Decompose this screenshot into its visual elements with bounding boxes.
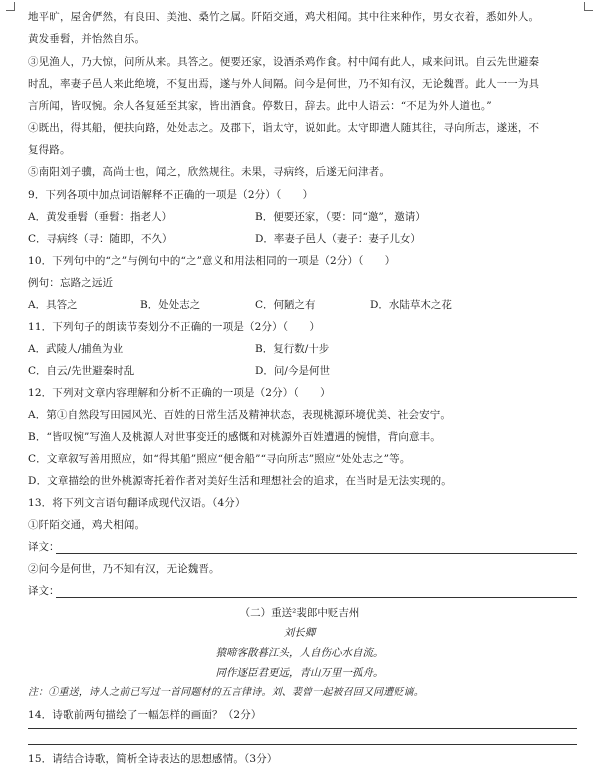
- poem-line-2: 同作逐臣君更远，青山万里一孤舟。: [215, 667, 384, 679]
- passage-line: 黄发垂髫，并怡然自乐。: [28, 33, 146, 45]
- q12-option-c: C．文章叙写善用照应，如“得其船”照应“便舍船”“寻向所志”照应“处处志之”等。: [28, 453, 411, 465]
- passage-line: 地平旷，屋舍俨然，有良田、美池、桑竹之属。阡陌交通，鸡犬相闻。其中往来种作，男女衣着，悉如外人。: [28, 11, 540, 23]
- translation-label: 译文：: [28, 585, 60, 597]
- q12-option-b: B．“皆叹惋”写渔人及桃源人对世事变迁的感慨和对桃源外百姓遭遇的惋惜，背向意丰。: [28, 431, 441, 443]
- poem-note: 注：①重送，诗人之前已写过一首同题材的五言律诗。刘、裴曾一起被召回又同遭贬谪。: [28, 687, 424, 698]
- question-15-stem: 15．请结合诗歌，简析全诗表达的思想感情。（3分）: [28, 753, 278, 765]
- translation-answer-line[interactable]: [56, 553, 577, 554]
- q9-option-a: A．黄发垂髫（垂髫：指老人）: [28, 211, 173, 223]
- question-13-stem: 13．将下列文言语句翻译成现代汉语。（4分）: [28, 497, 246, 509]
- passage-line: 复得路。: [28, 144, 71, 156]
- question-14-stem: 14．诗歌前两句描绘了一幅怎样的画面？（2分）: [28, 709, 262, 721]
- q10-example: 例句：忘路之远近: [28, 277, 114, 289]
- q9-option-b: B．便要还家，（要：同“邀”，邀请）: [255, 211, 426, 223]
- q9-option-c: C．寻病终（寻：随即，不久）: [28, 233, 173, 245]
- passage-line: ⑤南阳刘子骥，高尚士也，闻之，欣然规往。未果，寻病终，后遂无问津者。: [28, 166, 391, 178]
- q13-sentence-2: ②问今是何世，乃不知有汉，无论魏晋。: [28, 563, 220, 575]
- poem-section-title: （二）重送²裴郎中贬吉州: [239, 607, 360, 619]
- poem-line-1: 猿啼客散暮江头，人自伤心水自流。: [215, 647, 384, 659]
- question-12-stem: 12．下列对文章内容理解和分析不正确的一项是（2分）（ ）: [28, 387, 331, 399]
- question-10-stem: 10．下列句中的“之”与例句中的“之”意义和用法相同的一项是（2分）（ ）: [28, 255, 396, 267]
- q9-option-d: D．率妻子邑人（妻子：妻子儿女）: [255, 233, 421, 245]
- q14-answer-line-2[interactable]: [28, 744, 577, 745]
- poem-author: 刘长卿: [283, 627, 316, 639]
- q12-option-a: A．第①自然段写田园风光、百姓的日常生活及精神状态，表现桃源环境优美、社会安宁。: [28, 409, 452, 421]
- passage-line: 时乱，率妻子邑人来此绝境，不复出焉，遂与外人间隔。问今是何世，乃不知有汉，无论魏晋。此人一一为具: [28, 78, 540, 90]
- q12-option-d: D．文章描绘的世外桃源寄托着作者对美好生活和理想社会的追求，在当时是无法实现的。: [28, 475, 452, 487]
- q10-option-b: B．处处志之: [140, 299, 201, 311]
- question-11-stem: 11．下列句子的朗读节奏划分不正确的一项是（2分）（ ）: [28, 321, 321, 333]
- q13-sentence-1: ①阡陌交通，鸡犬相闻。: [28, 519, 146, 531]
- q10-option-c: C．何陋之有: [255, 299, 316, 311]
- q10-option-d: D．水陆草木之花: [370, 299, 452, 311]
- crop-mark-right: [584, 2, 593, 11]
- question-9-stem: 9．下列各项中加点词语解释不正确的一项是（2分）（ ）: [28, 189, 314, 201]
- q11-option-a: A．武陵人/捕鱼为业: [28, 343, 124, 355]
- passage-line: ④既出，得其船，便扶向路，处处志之。及郡下，诣太守，说如此。太守即遣人随其往，寻向所志，遂迷，不: [28, 122, 540, 134]
- q14-answer-line-1[interactable]: [28, 728, 577, 729]
- passage-line: ③见渔人，乃大惊，问所从来。具答之。便要还家，设酒杀鸡作食。村中闻有此人，咸来问讯。自云先世避秦: [28, 56, 540, 68]
- q10-option-a: A．具答之: [28, 299, 78, 311]
- translation-answer-line[interactable]: [56, 597, 577, 598]
- crop-mark-left: [6, 2, 15, 11]
- passage-line: 言所闻，皆叹惋。余人各复延至其家，皆出酒食。停数日，辞去。此中人语云：“不足为外人道也。”: [28, 100, 492, 112]
- q11-option-b: B．复行数/十步: [255, 343, 330, 355]
- q11-option-d: D．问/今是何世: [255, 365, 330, 377]
- q11-option-c: C．自云/先世避秦时乱: [28, 365, 135, 377]
- translation-label: 译文：: [28, 541, 60, 553]
